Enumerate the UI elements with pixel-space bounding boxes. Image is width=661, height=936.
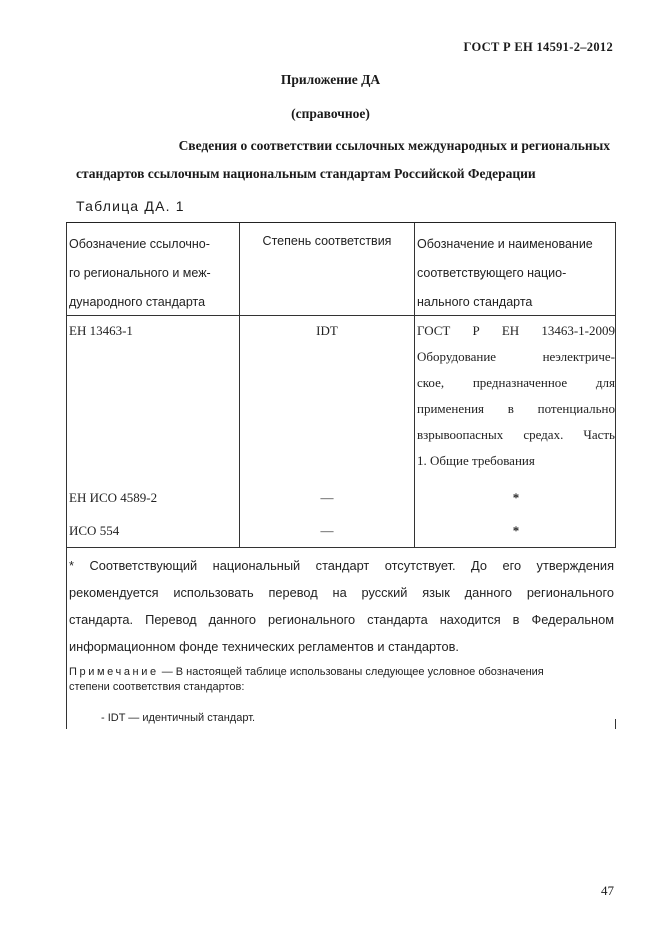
table-border-left (66, 223, 67, 729)
footnote-separator (66, 547, 616, 548)
table-border-right-tail (615, 719, 616, 729)
row1-national-line: ское, предназначенное для (417, 375, 615, 390)
header-col1-line: дународного стандарта (69, 295, 206, 309)
annex-subtitle (66, 132, 618, 188)
row3-designation: ИСО 554 (69, 523, 120, 538)
footnote-line: * Соответствующий национальный стандарт отсутствует. До его утверждения (69, 558, 614, 573)
row1-national-line: взрывоопасных средах. Часть (417, 427, 615, 442)
annex-subtitle-line2: стандартов ссылочным национальным стандартам Российской Федерации (76, 166, 536, 181)
header-col1-line: Обозначение ссылочно- (69, 237, 210, 251)
footnote-line: стандарта. Перевод данного регионального стандарта находится в Федеральном (69, 612, 614, 627)
column-separator-2 (414, 223, 415, 547)
row1-national-line: ГОСТ Р ЕН 13463-1-2009 (417, 323, 615, 338)
annex-subtitle-line1: Сведения о соответствии ссылочных международных и региональных (178, 138, 610, 153)
column-separator-1 (239, 223, 240, 547)
row3-national: * (512, 523, 520, 538)
note-text-line2: степени соответствия стандартов: (69, 681, 245, 693)
row1-national (417, 318, 615, 474)
row1-national-line: применения в потенциально (417, 401, 615, 416)
row3-degree: — (320, 523, 334, 538)
row2-national: * (512, 490, 520, 505)
annex-title: Приложение ДА (280, 72, 381, 87)
header-col-national (417, 230, 615, 317)
note-label: Примечание (69, 666, 159, 678)
header-col-degree: Степень соответствия (262, 234, 392, 248)
row2-degree: — (320, 490, 334, 505)
footnote-line: рекомендуется использовать перевод на русский язык данного регионального (69, 585, 614, 600)
row1-national-line: 1. Общие требования (417, 453, 535, 468)
table-border-right (615, 223, 616, 547)
table-caption: Таблица ДА. 1 (76, 198, 185, 214)
row2-designation: ЕН ИСО 4589-2 (69, 490, 158, 505)
table-footnote (69, 552, 614, 660)
header-col1-line: го регионального и меж- (69, 266, 211, 280)
header-col3-line: соответствующего нацио- (417, 266, 567, 280)
header-col3-line: нального стандарта (417, 295, 533, 309)
table-note (69, 665, 614, 695)
annex-type: (справочное) (291, 106, 370, 121)
row1-designation: ЕН 13463-1 (69, 323, 133, 338)
note-text-line1: — В настоящей таблице использованы следующее условное обозначения (158, 666, 544, 678)
footnote-line: информационном фонде технических регламентов и стандартов. (69, 639, 459, 654)
row1-national-line: Оборудование неэлектриче- (417, 349, 615, 364)
header-col3-line: Обозначение и наименование (417, 237, 593, 251)
table (66, 222, 616, 729)
header-col-designation (69, 230, 237, 317)
row1-degree: IDT (316, 323, 338, 338)
standard-code: ГОСТ Р ЕН 14591-2–2012 (463, 40, 613, 54)
page-number: 47 (601, 883, 614, 898)
note-item: - IDT — идентичный стандарт. (101, 712, 256, 724)
